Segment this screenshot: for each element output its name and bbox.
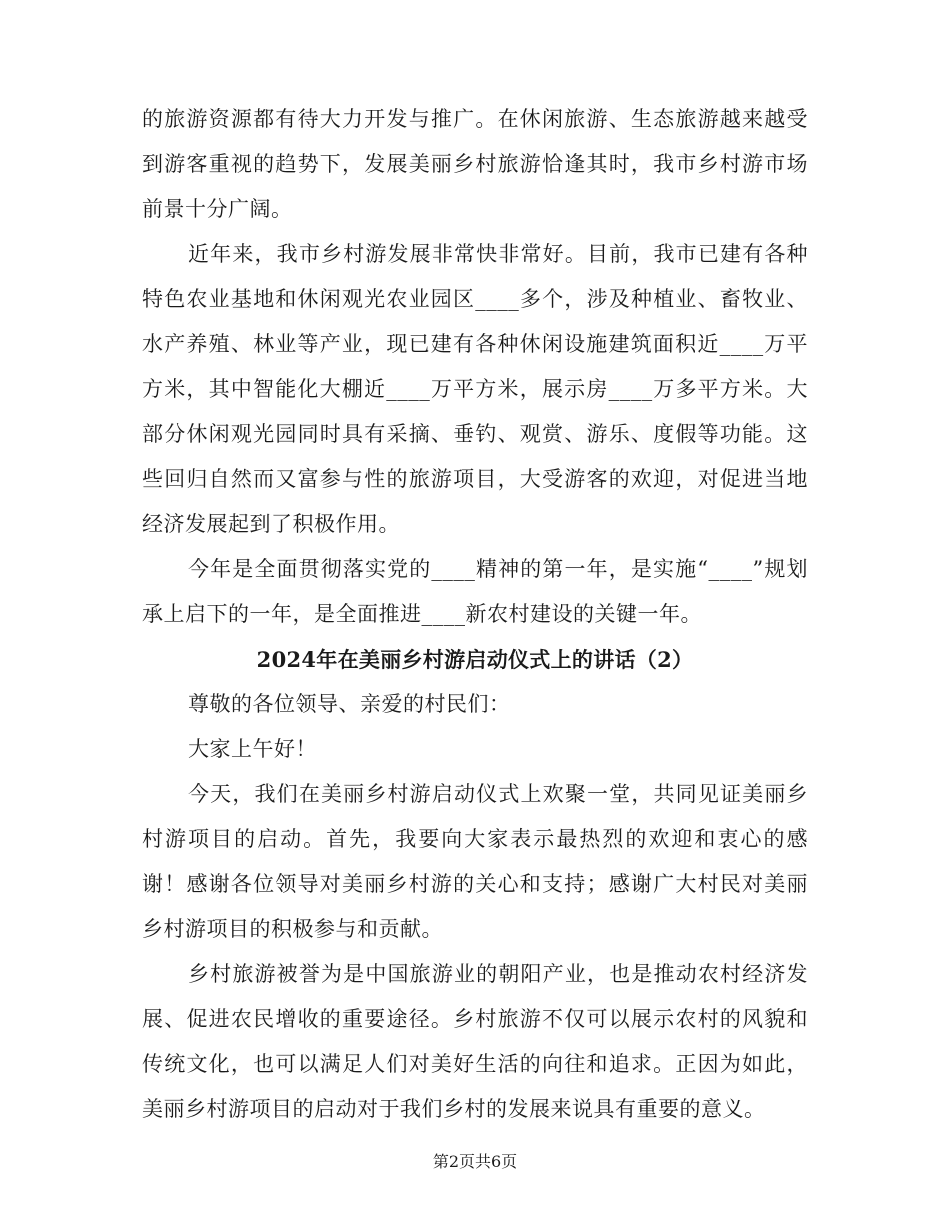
paragraph-rural-tourism-development: 近年来，我市乡村游发展非常快非常好。目前，我市已建有各种特色农业基地和休闲观光农业园区____多个，涉及种植业、畜牧业、水产养殖、林业等产业，现已建有各种休闲设施建筑面积近____万平方米，其中智能化大棚近____万平方米，展示房____万多平方米。大部分休闲观光园同时具有采摘、垂钓、观赏、游乐、度假等功能。这些回归自然而又富参与性的旅游项目，大受游客的欢迎，对促进当地经济发展起到了积极作用。 xyxy=(142,242,808,536)
paragraph-welcome: 今天，我们在美丽乡村游启动仪式上欢聚一堂，共同见证美丽乡村游项目的启动。首先，我要向大家表示最热烈的欢迎和衷心的感谢！感谢各位领导对美丽乡村游的关心和支持；感谢广大村民对美丽乡村游项目的积极参与和贡献。 xyxy=(142,782,808,941)
paragraph-continuation: 的旅游资源都有待大力开发与推广。在休闲旅游、生态旅游越来越受到游客重视的趋势下，发展美丽乡村旅游恰逢其时，我市乡村游市场前景十分广阔。 xyxy=(142,107,808,221)
paragraph-salutation: 尊敬的各位领导、亲爱的村民们： xyxy=(188,692,511,716)
section-title: 2024年在美丽乡村游启动仪式上的讲话（2） xyxy=(256,647,694,672)
paragraph-significance: 乡村旅游被誉为是中国旅游业的朝阳产业，也是推动农村经济发展、促进农民增收的重要途径。乡村旅游不仅可以展示农村的风貌和传统文化，也可以满足人们对美好生活的向往和追求。正因为如此，美丽乡村游项目的启动对于我们乡村的发展来说具有重要的意义。 xyxy=(142,962,808,1121)
page-number-footer: 第2页共6页 xyxy=(432,1152,518,1171)
paragraph-this-year: 今年是全面贯彻落实党的____精神的第一年，是实施“____”规划承上启下的一年，是全面推进____新农村建设的关键一年。 xyxy=(142,557,808,626)
document-body xyxy=(142,97,808,1132)
paragraph-greeting: 大家上午好！ xyxy=(188,737,317,761)
